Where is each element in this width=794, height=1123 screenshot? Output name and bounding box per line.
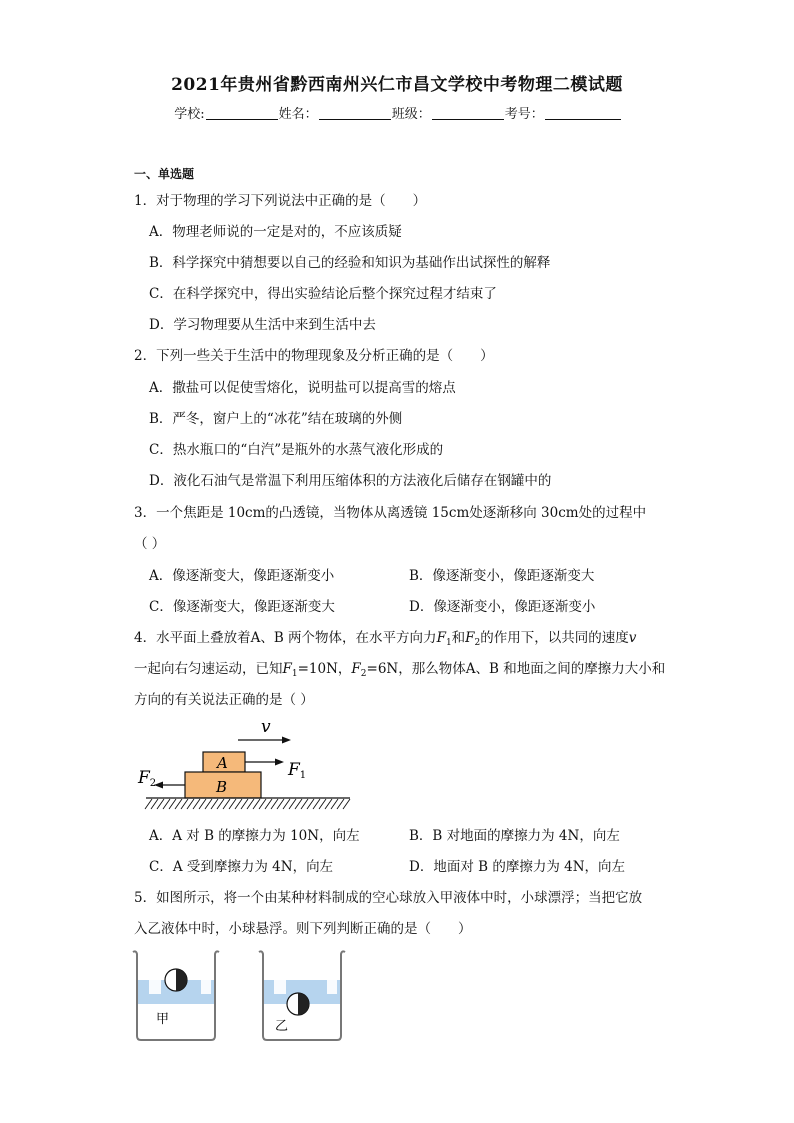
velocity-arrow-head [282,737,291,744]
class-blank[interactable] [432,107,504,120]
q4-sub: 2 [360,669,367,679]
beaker-yi [259,951,345,1040]
q3-option-a: A．像逐渐变大，像距逐渐变小 [149,568,335,584]
hatch-line [259,799,266,809]
f2-label: F2 [138,768,157,789]
q1-option-b: B．科学探究中猜想要以自己的经验和知识为基础作出试探性的解释 [149,255,551,271]
hatch-line [187,799,194,809]
hatch-line [271,799,278,809]
hatch-line [277,799,284,809]
hatch-line [169,799,176,809]
section-title: 一、单选题 [134,167,195,181]
q1-option-d: D．学习物理要从生活中来到生活中去 [149,317,376,333]
q4-text: 4．水平面上叠放着A、B 两个物体，在水平方向力 [134,630,437,646]
f1-label: F1 [288,760,307,781]
hatch-line [205,799,212,809]
hatch-line [253,799,260,809]
hatch-line [247,799,254,809]
hatch-line [283,799,290,809]
q3-option-c: C．像逐渐变大，像距逐渐变大 [149,599,335,615]
beaker-jia [133,951,219,1040]
ground-hatching [145,799,350,809]
q3-option-b: B．像逐渐变小，像距逐渐变大 [409,568,595,584]
q3-option-d: D．像逐渐变小，像距逐渐变小 [409,599,596,615]
q4-option-a: A．A 对 B 的摩擦力为 10N，向左 [149,828,360,844]
q4-option-b: B．B 对地面的摩擦力为 4N，向左 [409,828,620,844]
hatch-line [229,799,236,809]
q2-option-b: B．严冬，窗户上的“冰花”结在玻璃的外侧 [149,411,403,427]
hatch-line [181,799,188,809]
hatch-line [331,799,338,809]
hatch-line [343,799,350,809]
q4-force-symbol: F [282,661,292,677]
hatch-line [241,799,248,809]
question-1-stem: 1．对于物理的学习下列说法中正确的是（ ） [134,193,427,209]
q5-beaker-figure [128,946,348,1044]
hatch-line [265,799,272,809]
question-5-stem-line2: 入乙液体中时，小球悬浮。则下列判断正确的是（ ） [134,921,472,937]
q4-text: 和 [451,630,466,646]
q4-option-c: C．A 受到摩擦力为 4N，向左 [149,859,334,875]
hatch-line [163,799,170,809]
question-2-stem: 2．下列一些关于生活中的物理现象及分析正确的是（ ） [134,348,494,364]
q4-sub: 1 [445,638,452,648]
name-blank[interactable] [319,107,391,120]
exam-no-blank[interactable] [545,107,621,120]
q4-text: 的作用下，以共同的速度 [480,630,629,646]
q4-force-symbol: F [436,630,446,646]
q4-option-d: D．地面对 B 的摩擦力为 4N，向左 [409,859,626,875]
hatch-line [193,799,200,809]
q4-text: 一起向右匀速运动，已知 [134,661,283,677]
hatch-line [223,799,230,809]
hatch-line [325,799,332,809]
q4-velocity-symbol: v [628,630,637,646]
hatch-line [313,799,320,809]
hatch-line [319,799,326,809]
question-5-stem-line1: 5．如图所示，将一个由某种材料制成的空心球放入甲液体中时，小球漂浮；当把它放 [134,890,643,906]
q4-block-figure [130,712,360,816]
question-3-stem-cont: （ ） [134,536,166,552]
q4-text: =6N，那么物体A、B 和地面之间的摩擦力大小和 [366,661,666,677]
q1-option-a: A．物理老师说的一定是对的，不应该质疑 [149,224,402,240]
q4-force-symbol: F [351,661,361,677]
f1-arrow-head [275,759,284,766]
name-label: 姓名： [278,107,318,122]
class-label: 班级： [391,107,431,122]
hatch-line [199,799,206,809]
hatch-line [301,799,308,809]
question-3-stem: 3．一个焦距是 10cm的凸透镜，当物体从离透镜 15cm处逐渐移向 30cm处的过程中 [134,505,647,521]
q2-option-a: A．撒盐可以促使雪熔化，说明盐可以提高雪的熔点 [149,380,456,396]
school-label: 学校: [174,107,205,122]
page-title: 2021年贵州省黔西南州兴仁市昌文学校中考物理二模试题 [171,75,623,95]
exam-no-label: 考号： [504,107,544,122]
hatch-line [157,799,164,809]
hatch-line [337,799,344,809]
q2-option-d: D．液化石油气是常温下利用压缩体积的方法液化后储存在钢罐中的 [149,473,552,489]
velocity-label: v [261,717,271,737]
q1-option-c: C．在科学探究中，得出实验结论后整个探究过程才结束了 [149,286,497,302]
hatch-line [289,799,296,809]
beaker-label-jia: 甲 [156,1012,170,1027]
q2-option-c: C．热水瓶口的“白汽”是瓶外的水蒸气液化形成的 [149,442,444,458]
hatch-line [211,799,218,809]
question-4-stem-line3: 方向的有关说法正确的是（ ） [134,692,314,708]
hatch-line [151,799,158,809]
beaker-highlight [274,974,286,994]
block-a-label: A [217,754,228,772]
hatch-line [175,799,182,809]
hatch-line [217,799,224,809]
hatch-line [235,799,242,809]
beaker-label-yi: 乙 [275,1019,289,1034]
q4-sub: 2 [474,638,481,648]
hatch-line [307,799,314,809]
beaker-highlight [327,974,337,994]
school-blank[interactable] [206,107,278,120]
beaker-highlight [149,974,161,994]
student-info-line [0,103,794,122]
q4-text: =10N， [297,661,352,677]
q4-sub: 1 [291,669,298,679]
hatch-line [145,799,152,809]
q4-force-symbol: F [465,630,475,646]
beaker-highlight [201,974,211,994]
hatch-line [295,799,302,809]
block-b-label: B [216,778,228,796]
